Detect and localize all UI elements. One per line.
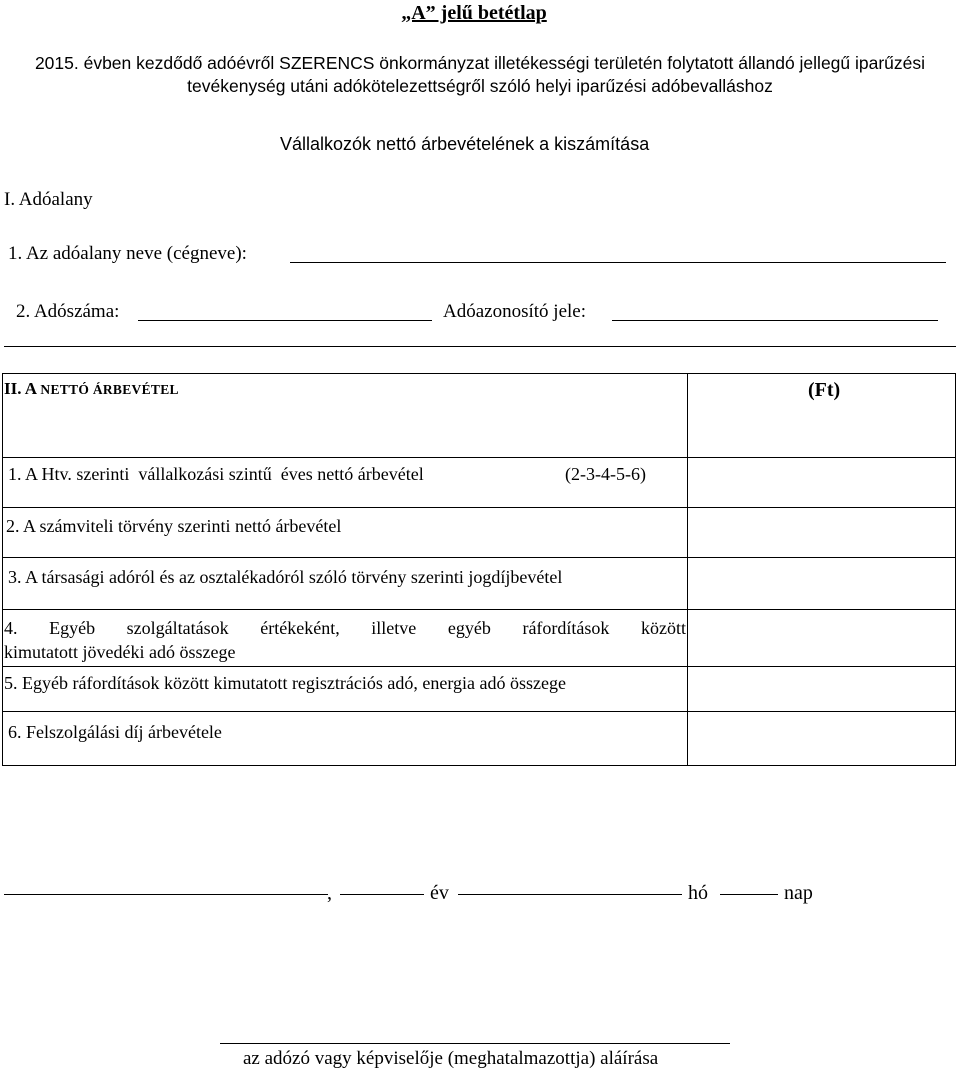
- row-2-label: 2. A számviteli törvény szerinti nettó árbevétel: [6, 516, 342, 536]
- tax-number-field[interactable]: [138, 320, 432, 321]
- intro-text: 2015. évben kezdődő adóévről SZERENCS önkormányzat illetékességi területén folytatott állandó jellegű iparűzési tevékenység utáni adókötelezettségről szóló helyi iparűzési adóbevalláshoz: [34, 53, 926, 96]
- table-row-divider: [2, 666, 956, 667]
- row-4-label-line2: kimutatott jövedéki adó összege: [4, 642, 236, 662]
- taxpayer-name-label: 1. Az adóalany neve (cégneve):: [8, 243, 247, 264]
- place-comma: ,: [327, 882, 332, 904]
- year-field[interactable]: [340, 894, 424, 895]
- year-label: év: [430, 882, 449, 904]
- table-column-divider: [687, 373, 688, 766]
- table-row-divider: [2, 711, 956, 712]
- row-6-label: 6. Felszolgálási díj árbevétele: [8, 722, 222, 742]
- day-label: nap: [784, 882, 813, 904]
- table-row-divider: [2, 557, 956, 558]
- section-1-heading: I. Adóalany: [4, 189, 93, 210]
- tax-number-label: 2. Adószáma:: [16, 301, 120, 322]
- place-field[interactable]: [4, 894, 328, 895]
- row-3-label: 3. A társasági adóról és az osztalékadóról szóló törvény szerinti jogdíjbevétel: [8, 567, 563, 587]
- row-4-label-line1: 4. Egyéb szolgáltatások értékeként, illetve egyéb ráfordítások között: [4, 618, 686, 638]
- form-title: „A” jelű betétlap: [401, 2, 547, 24]
- currency-unit: (Ft): [808, 379, 841, 401]
- table-row-divider: [2, 609, 956, 610]
- month-field[interactable]: [458, 894, 682, 895]
- section-divider: [4, 346, 956, 347]
- row-1-label: 1. A Htv. szerinti vállalkozási szintű éves nettó árbevétel: [8, 464, 424, 484]
- table-row-divider: [2, 457, 956, 458]
- tax-id-label: Adóazonosító jele:: [443, 301, 586, 322]
- form-subtitle: Vállalkozók nettó árbevételének a kiszámítása: [280, 134, 650, 154]
- section-2-heading-prefix: II. A: [4, 379, 37, 398]
- signature-label: az adózó vagy képviselője (meghatalmazottja) aláírása: [243, 1048, 659, 1069]
- section-2-heading-rest: NETTÓ ÁRBEVÉTEL: [40, 382, 179, 397]
- month-label: hó: [688, 882, 708, 904]
- taxpayer-name-field[interactable]: [290, 262, 946, 263]
- row-1-formula: (2-3-4-5-6): [565, 464, 646, 484]
- day-field[interactable]: [720, 894, 778, 895]
- table-row-divider: [2, 507, 956, 508]
- tax-id-field[interactable]: [612, 320, 938, 321]
- section-2-heading: [4, 379, 179, 399]
- signature-field[interactable]: [220, 1043, 730, 1044]
- row-5-label: 5. Egyéb ráfordítások között kimutatott regisztrációs adó, energia adó összege: [4, 673, 566, 693]
